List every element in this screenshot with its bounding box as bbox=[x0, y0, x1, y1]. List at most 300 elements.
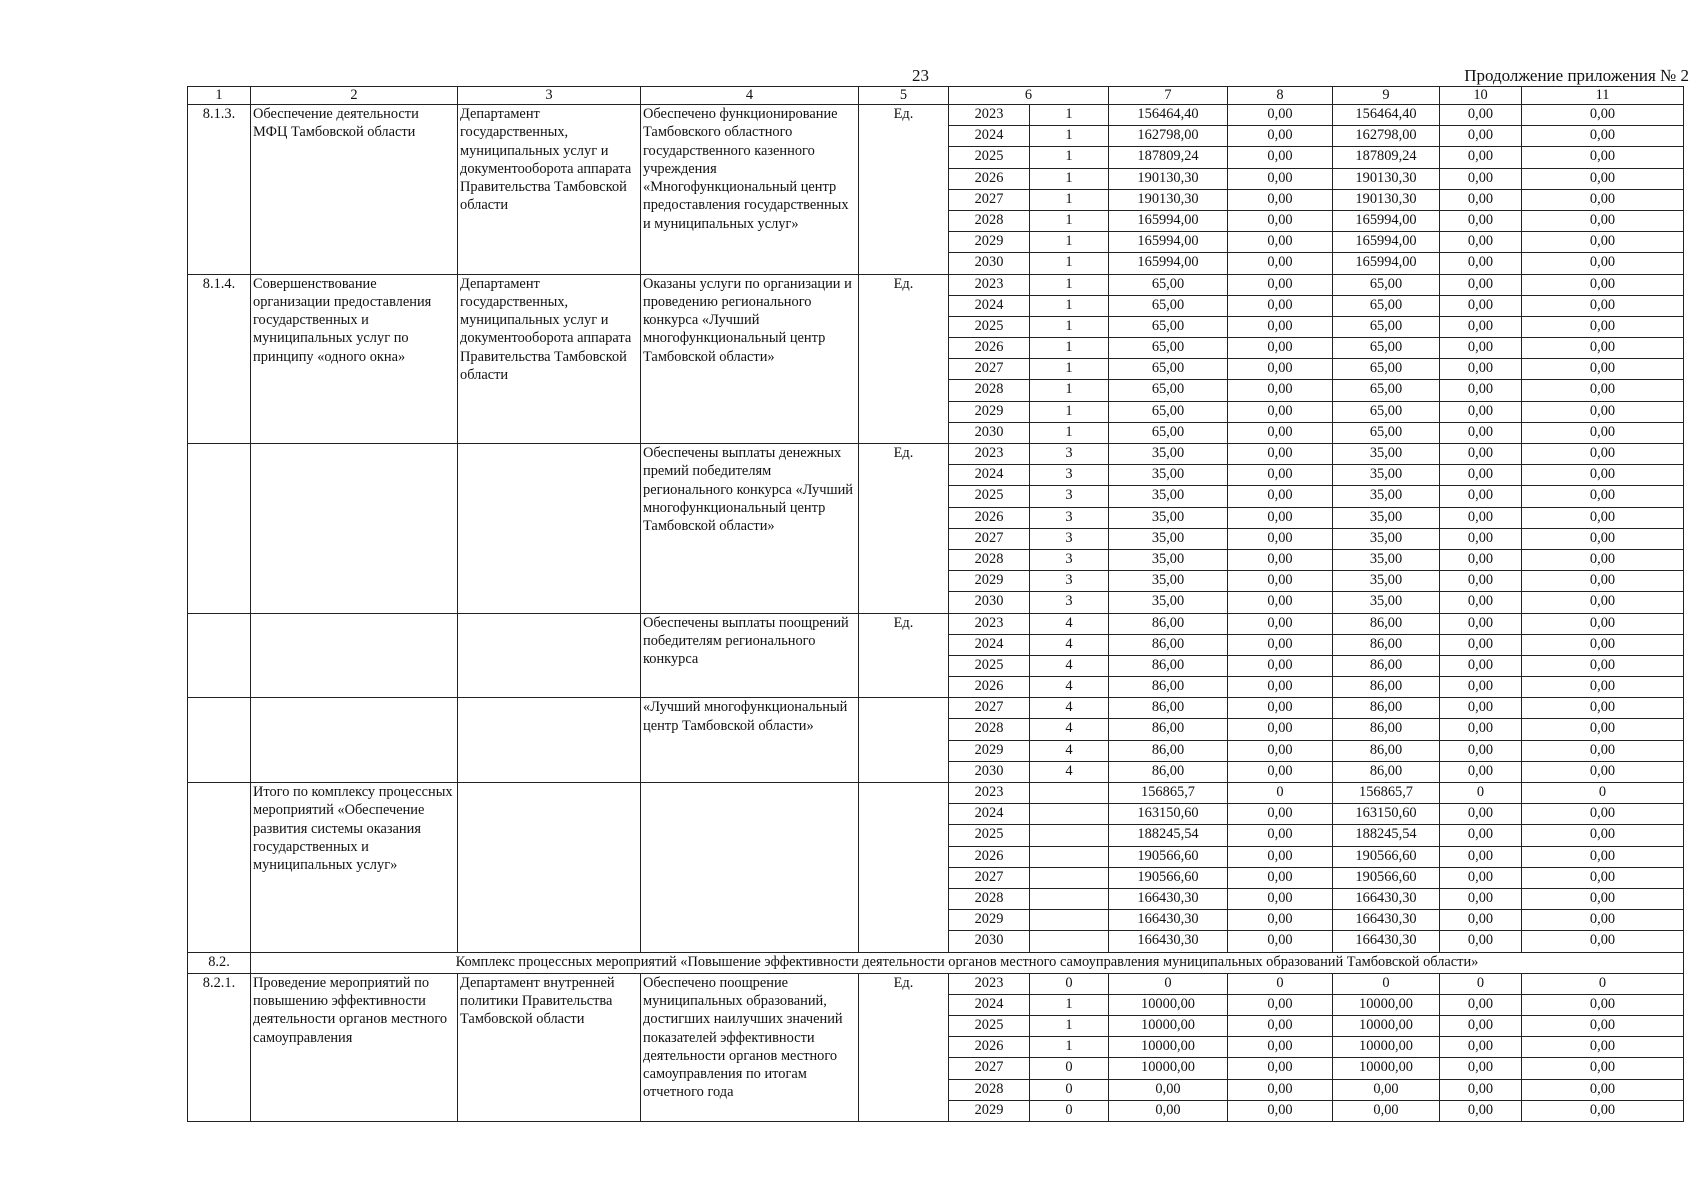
other-cell: 0,00 bbox=[1522, 761, 1684, 782]
empty-cell bbox=[859, 783, 949, 953]
count-cell: 1 bbox=[1030, 316, 1109, 337]
total-cell: 166430,30 bbox=[1109, 931, 1228, 952]
regional-cell: 162798,00 bbox=[1333, 126, 1440, 147]
year-cell: 2028 bbox=[949, 1079, 1030, 1100]
federal-cell: 0,00 bbox=[1228, 825, 1333, 846]
year-cell: 2029 bbox=[949, 740, 1030, 761]
local-cell: 0,00 bbox=[1440, 380, 1522, 401]
local-cell: 0,00 bbox=[1440, 804, 1522, 825]
other-cell: 0,00 bbox=[1522, 740, 1684, 761]
federal-cell: 0,00 bbox=[1228, 253, 1333, 274]
local-cell: 0,00 bbox=[1440, 168, 1522, 189]
count-cell: 0 bbox=[1030, 1079, 1109, 1100]
other-cell: 0,00 bbox=[1522, 1079, 1684, 1100]
count-cell: 1 bbox=[1030, 126, 1109, 147]
regional-cell: 65,00 bbox=[1333, 316, 1440, 337]
total-cell: 65,00 bbox=[1109, 359, 1228, 380]
total-cell: 86,00 bbox=[1109, 634, 1228, 655]
local-cell: 0,00 bbox=[1440, 549, 1522, 570]
regional-cell: 166430,30 bbox=[1333, 888, 1440, 909]
year-cell: 2029 bbox=[949, 232, 1030, 253]
other-cell: 0,00 bbox=[1522, 316, 1684, 337]
local-cell: 0,00 bbox=[1440, 253, 1522, 274]
section-row bbox=[188, 952, 1684, 973]
count-cell: 3 bbox=[1030, 571, 1109, 592]
total-cell: 10000,00 bbox=[1109, 994, 1228, 1015]
total-cell: 86,00 bbox=[1109, 613, 1228, 634]
count-cell: 1 bbox=[1030, 189, 1109, 210]
other-cell: 0,00 bbox=[1522, 931, 1684, 952]
other-cell: 0 bbox=[1522, 973, 1684, 994]
total-cell: 35,00 bbox=[1109, 507, 1228, 528]
total-cell: 188245,54 bbox=[1109, 825, 1228, 846]
section-number: 8.2. bbox=[188, 952, 251, 973]
other-cell: 0,00 bbox=[1522, 719, 1684, 740]
responsible-dept: Департамент государственных, муниципальных услуг и документооборота аппарата Правительства Тамбовской области bbox=[458, 274, 641, 444]
year-cell: 2025 bbox=[949, 1016, 1030, 1037]
federal-cell: 0,00 bbox=[1228, 1037, 1333, 1058]
year-cell: 2026 bbox=[949, 168, 1030, 189]
regional-cell: 165994,00 bbox=[1333, 210, 1440, 231]
total-cell: 10000,00 bbox=[1109, 1016, 1228, 1037]
appendix-caption: Продолжение приложения № 2 bbox=[1464, 66, 1689, 85]
local-cell: 0,00 bbox=[1440, 105, 1522, 126]
year-cell: 2026 bbox=[949, 1037, 1030, 1058]
other-cell: 0,00 bbox=[1522, 1058, 1684, 1079]
total-cell: 35,00 bbox=[1109, 465, 1228, 486]
count-cell: 1 bbox=[1030, 1037, 1109, 1058]
local-cell: 0,00 bbox=[1440, 719, 1522, 740]
expected-result: Обеспечены выплаты денежных премий победителям регионального конкурса «Лучший многофункциональный центр Тамбовской области» bbox=[641, 444, 859, 614]
total-cell: 86,00 bbox=[1109, 655, 1228, 676]
regional-cell: 35,00 bbox=[1333, 465, 1440, 486]
regional-cell: 35,00 bbox=[1333, 592, 1440, 613]
total-label: Итого по комплексу процессных мероприятий «Обеспечение развития системы оказания государственных и муниципальных услуг» bbox=[251, 783, 458, 953]
count-cell: 3 bbox=[1030, 486, 1109, 507]
year-cell: 2023 bbox=[949, 613, 1030, 634]
year-cell: 2023 bbox=[949, 783, 1030, 804]
responsible-dept: Департамент государственных, муниципальных услуг и документооборота аппарата Правительства Тамбовской области bbox=[458, 105, 641, 275]
regional-cell: 0 bbox=[1333, 973, 1440, 994]
local-cell: 0,00 bbox=[1440, 1058, 1522, 1079]
count-cell: 1 bbox=[1030, 1016, 1109, 1037]
local-cell: 0,00 bbox=[1440, 910, 1522, 931]
other-cell: 0,00 bbox=[1522, 210, 1684, 231]
federal-cell: 0,00 bbox=[1228, 465, 1333, 486]
regional-cell: 86,00 bbox=[1333, 613, 1440, 634]
count-cell: 3 bbox=[1030, 549, 1109, 570]
local-cell: 0,00 bbox=[1440, 338, 1522, 359]
local-cell: 0,00 bbox=[1440, 740, 1522, 761]
other-cell: 0,00 bbox=[1522, 804, 1684, 825]
federal-cell: 0,00 bbox=[1228, 1016, 1333, 1037]
local-cell: 0,00 bbox=[1440, 401, 1522, 422]
other-cell: 0,00 bbox=[1522, 401, 1684, 422]
count-cell bbox=[1030, 825, 1109, 846]
federal-cell: 0,00 bbox=[1228, 105, 1333, 126]
federal-cell: 0,00 bbox=[1228, 147, 1333, 168]
other-cell: 0,00 bbox=[1522, 274, 1684, 295]
table-row bbox=[188, 105, 1684, 126]
regional-cell: 156865,7 bbox=[1333, 783, 1440, 804]
other-cell: 0,00 bbox=[1522, 168, 1684, 189]
item-name: Совершенствование организации предоставления государственных и муниципальных услуг по принципу «одного окна» bbox=[251, 274, 458, 444]
empty-cell bbox=[458, 444, 641, 614]
local-cell: 0,00 bbox=[1440, 189, 1522, 210]
regional-cell: 156464,40 bbox=[1333, 105, 1440, 126]
local-cell: 0,00 bbox=[1440, 867, 1522, 888]
other-cell: 0,00 bbox=[1522, 105, 1684, 126]
total-cell: 86,00 bbox=[1109, 719, 1228, 740]
count-cell bbox=[1030, 783, 1109, 804]
count-cell: 0 bbox=[1030, 973, 1109, 994]
count-cell bbox=[1030, 910, 1109, 931]
regional-cell: 190566,60 bbox=[1333, 846, 1440, 867]
year-cell: 2029 bbox=[949, 1100, 1030, 1121]
year-cell: 2030 bbox=[949, 422, 1030, 443]
other-cell: 0,00 bbox=[1522, 867, 1684, 888]
item-number: 8.1.4. bbox=[188, 274, 251, 444]
column-number-row bbox=[188, 87, 1684, 105]
federal-cell: 0,00 bbox=[1228, 210, 1333, 231]
unit-cell: Ед. bbox=[859, 973, 949, 1121]
federal-cell: 0,00 bbox=[1228, 613, 1333, 634]
other-cell: 0,00 bbox=[1522, 592, 1684, 613]
other-cell: 0,00 bbox=[1522, 1016, 1684, 1037]
total-cell: 65,00 bbox=[1109, 380, 1228, 401]
regional-cell: 0,00 bbox=[1333, 1079, 1440, 1100]
regional-cell: 86,00 bbox=[1333, 677, 1440, 698]
count-cell bbox=[1030, 867, 1109, 888]
federal-cell: 0,00 bbox=[1228, 761, 1333, 782]
other-cell: 0,00 bbox=[1522, 634, 1684, 655]
col-header: 2 bbox=[251, 87, 458, 105]
federal-cell: 0,00 bbox=[1228, 316, 1333, 337]
other-cell: 0,00 bbox=[1522, 465, 1684, 486]
total-cell: 162798,00 bbox=[1109, 126, 1228, 147]
col-header: 6 bbox=[949, 87, 1109, 105]
count-cell bbox=[1030, 931, 1109, 952]
count-cell: 4 bbox=[1030, 740, 1109, 761]
regional-cell: 165994,00 bbox=[1333, 253, 1440, 274]
responsible-dept: Департамент внутренней политики Правительства Тамбовской области bbox=[458, 973, 641, 1121]
regional-cell: 86,00 bbox=[1333, 698, 1440, 719]
federal-cell: 0,00 bbox=[1228, 634, 1333, 655]
count-cell: 0 bbox=[1030, 1058, 1109, 1079]
empty-cell bbox=[251, 698, 458, 783]
regional-cell: 65,00 bbox=[1333, 274, 1440, 295]
regional-cell: 65,00 bbox=[1333, 338, 1440, 359]
local-cell: 0 bbox=[1440, 783, 1522, 804]
col-header: 4 bbox=[641, 87, 859, 105]
count-cell: 1 bbox=[1030, 168, 1109, 189]
other-cell: 0,00 bbox=[1522, 507, 1684, 528]
total-cell: 156865,7 bbox=[1109, 783, 1228, 804]
year-cell: 2028 bbox=[949, 210, 1030, 231]
unit-cell: Ед. bbox=[859, 613, 949, 698]
total-cell: 190566,60 bbox=[1109, 846, 1228, 867]
count-cell: 1 bbox=[1030, 359, 1109, 380]
federal-cell: 0,00 bbox=[1228, 740, 1333, 761]
col-header: 7 bbox=[1109, 87, 1228, 105]
local-cell: 0,00 bbox=[1440, 846, 1522, 867]
local-cell: 0,00 bbox=[1440, 634, 1522, 655]
count-cell: 4 bbox=[1030, 698, 1109, 719]
other-cell: 0,00 bbox=[1522, 528, 1684, 549]
expected-result: Обеспечено поощрение муниципальных образований, достигших наилучших значений показателей эффективности деятельности органов местного самоуправления по итогам отчетного года bbox=[641, 973, 859, 1121]
year-cell: 2028 bbox=[949, 719, 1030, 740]
item-name: Обеспечение деятельности МФЦ Тамбовской области bbox=[251, 105, 458, 275]
year-cell: 2029 bbox=[949, 910, 1030, 931]
regional-cell: 35,00 bbox=[1333, 486, 1440, 507]
other-cell: 0,00 bbox=[1522, 147, 1684, 168]
federal-cell: 0,00 bbox=[1228, 189, 1333, 210]
col-header: 10 bbox=[1440, 87, 1522, 105]
count-cell: 1 bbox=[1030, 422, 1109, 443]
federal-cell: 0,00 bbox=[1228, 168, 1333, 189]
year-cell: 2027 bbox=[949, 698, 1030, 719]
total-cell: 86,00 bbox=[1109, 698, 1228, 719]
expected-result: Оказаны услуги по организации и проведению регионального конкурса «Лучший многофункциональный центр Тамбовской области» bbox=[641, 274, 859, 444]
empty-cell bbox=[188, 613, 251, 698]
total-cell: 10000,00 bbox=[1109, 1058, 1228, 1079]
count-cell: 1 bbox=[1030, 295, 1109, 316]
local-cell: 0,00 bbox=[1440, 486, 1522, 507]
federal-cell: 0,00 bbox=[1228, 698, 1333, 719]
year-cell: 2024 bbox=[949, 804, 1030, 825]
total-cell: 190130,30 bbox=[1109, 168, 1228, 189]
empty-cell bbox=[251, 613, 458, 698]
regional-cell: 35,00 bbox=[1333, 528, 1440, 549]
year-cell: 2030 bbox=[949, 761, 1030, 782]
local-cell: 0 bbox=[1440, 973, 1522, 994]
total-cell: 65,00 bbox=[1109, 274, 1228, 295]
federal-cell: 0,00 bbox=[1228, 1100, 1333, 1121]
count-cell bbox=[1030, 888, 1109, 909]
table-row bbox=[188, 444, 1684, 465]
federal-cell: 0,00 bbox=[1228, 359, 1333, 380]
local-cell: 0,00 bbox=[1440, 1100, 1522, 1121]
total-cell: 0,00 bbox=[1109, 1079, 1228, 1100]
local-cell: 0,00 bbox=[1440, 210, 1522, 231]
federal-cell: 0 bbox=[1228, 783, 1333, 804]
year-cell: 2026 bbox=[949, 338, 1030, 359]
table-row bbox=[188, 274, 1684, 295]
count-cell: 1 bbox=[1030, 105, 1109, 126]
federal-cell: 0,00 bbox=[1228, 232, 1333, 253]
year-cell: 2023 bbox=[949, 105, 1030, 126]
year-cell: 2027 bbox=[949, 528, 1030, 549]
other-cell: 0,00 bbox=[1522, 422, 1684, 443]
total-cell: 165994,00 bbox=[1109, 210, 1228, 231]
other-cell: 0,00 bbox=[1522, 1100, 1684, 1121]
empty-cell bbox=[458, 613, 641, 698]
item-number: 8.2.1. bbox=[188, 973, 251, 1121]
count-cell: 4 bbox=[1030, 655, 1109, 676]
other-cell: 0,00 bbox=[1522, 444, 1684, 465]
year-cell: 2026 bbox=[949, 507, 1030, 528]
local-cell: 0,00 bbox=[1440, 888, 1522, 909]
count-cell: 4 bbox=[1030, 613, 1109, 634]
year-cell: 2027 bbox=[949, 867, 1030, 888]
count-cell: 3 bbox=[1030, 528, 1109, 549]
total-cell: 65,00 bbox=[1109, 338, 1228, 359]
year-cell: 2023 bbox=[949, 274, 1030, 295]
regional-cell: 65,00 bbox=[1333, 295, 1440, 316]
regional-cell: 166430,30 bbox=[1333, 931, 1440, 952]
empty-cell bbox=[188, 698, 251, 783]
unit-cell: Ед. bbox=[859, 444, 949, 614]
other-cell: 0,00 bbox=[1522, 888, 1684, 909]
count-cell: 1 bbox=[1030, 338, 1109, 359]
federal-cell: 0,00 bbox=[1228, 444, 1333, 465]
total-cell: 163150,60 bbox=[1109, 804, 1228, 825]
local-cell: 0,00 bbox=[1440, 1037, 1522, 1058]
page-number: 23 bbox=[912, 66, 929, 85]
other-cell: 0,00 bbox=[1522, 994, 1684, 1015]
item-number: 8.1.3. bbox=[188, 105, 251, 275]
total-cell: 166430,30 bbox=[1109, 888, 1228, 909]
year-cell: 2027 bbox=[949, 359, 1030, 380]
total-cell: 86,00 bbox=[1109, 677, 1228, 698]
count-cell: 3 bbox=[1030, 507, 1109, 528]
total-cell: 65,00 bbox=[1109, 316, 1228, 337]
empty-cell bbox=[859, 698, 949, 783]
col-header: 3 bbox=[458, 87, 641, 105]
count-cell: 1 bbox=[1030, 210, 1109, 231]
regional-cell: 187809,24 bbox=[1333, 147, 1440, 168]
year-cell: 2030 bbox=[949, 931, 1030, 952]
total-cell: 156464,40 bbox=[1109, 105, 1228, 126]
federal-cell: 0,00 bbox=[1228, 655, 1333, 676]
count-cell: 4 bbox=[1030, 634, 1109, 655]
other-cell: 0,00 bbox=[1522, 486, 1684, 507]
federal-cell: 0,00 bbox=[1228, 867, 1333, 888]
count-cell: 0 bbox=[1030, 1100, 1109, 1121]
total-cell: 35,00 bbox=[1109, 571, 1228, 592]
federal-cell: 0,00 bbox=[1228, 507, 1333, 528]
count-cell: 1 bbox=[1030, 380, 1109, 401]
year-cell: 2025 bbox=[949, 486, 1030, 507]
total-cell: 0 bbox=[1109, 973, 1228, 994]
count-cell: 1 bbox=[1030, 232, 1109, 253]
count-cell: 1 bbox=[1030, 147, 1109, 168]
federal-cell: 0,00 bbox=[1228, 1058, 1333, 1079]
total-cell: 65,00 bbox=[1109, 295, 1228, 316]
local-cell: 0,00 bbox=[1440, 825, 1522, 846]
local-cell: 0,00 bbox=[1440, 422, 1522, 443]
federal-cell: 0,00 bbox=[1228, 571, 1333, 592]
total-cell: 65,00 bbox=[1109, 401, 1228, 422]
federal-cell: 0 bbox=[1228, 973, 1333, 994]
year-cell: 2024 bbox=[949, 295, 1030, 316]
local-cell: 0,00 bbox=[1440, 1079, 1522, 1100]
empty-cell bbox=[458, 698, 641, 783]
federal-cell: 0,00 bbox=[1228, 422, 1333, 443]
local-cell: 0,00 bbox=[1440, 698, 1522, 719]
local-cell: 0,00 bbox=[1440, 571, 1522, 592]
regional-cell: 65,00 bbox=[1333, 380, 1440, 401]
count-cell: 1 bbox=[1030, 253, 1109, 274]
local-cell: 0,00 bbox=[1440, 1016, 1522, 1037]
regional-cell: 65,00 bbox=[1333, 359, 1440, 380]
empty-cell bbox=[458, 783, 641, 953]
regional-cell: 190566,60 bbox=[1333, 867, 1440, 888]
regional-cell: 65,00 bbox=[1333, 401, 1440, 422]
federal-cell: 0,00 bbox=[1228, 804, 1333, 825]
local-cell: 0,00 bbox=[1440, 147, 1522, 168]
table-row bbox=[188, 973, 1684, 994]
other-cell: 0,00 bbox=[1522, 846, 1684, 867]
total-cell: 35,00 bbox=[1109, 528, 1228, 549]
regional-cell: 190130,30 bbox=[1333, 168, 1440, 189]
federal-cell: 0,00 bbox=[1228, 910, 1333, 931]
count-cell: 1 bbox=[1030, 274, 1109, 295]
total-cell: 86,00 bbox=[1109, 761, 1228, 782]
other-cell: 0,00 bbox=[1522, 295, 1684, 316]
year-cell: 2030 bbox=[949, 592, 1030, 613]
other-cell: 0,00 bbox=[1522, 613, 1684, 634]
federal-cell: 0,00 bbox=[1228, 274, 1333, 295]
local-cell: 0,00 bbox=[1440, 126, 1522, 147]
other-cell: 0,00 bbox=[1522, 549, 1684, 570]
total-cell: 35,00 bbox=[1109, 549, 1228, 570]
local-cell: 0,00 bbox=[1440, 655, 1522, 676]
regional-cell: 86,00 bbox=[1333, 655, 1440, 676]
count-cell: 1 bbox=[1030, 401, 1109, 422]
year-cell: 2028 bbox=[949, 380, 1030, 401]
other-cell: 0 bbox=[1522, 783, 1684, 804]
regional-cell: 10000,00 bbox=[1333, 1016, 1440, 1037]
expected-result: Обеспечено функционирование Тамбовского областного государственного казенного учреждения «Многофункциональный центр предоставления государственных и муниципальных услуг» bbox=[641, 105, 859, 275]
col-header: 9 bbox=[1333, 87, 1440, 105]
year-cell: 2024 bbox=[949, 634, 1030, 655]
count-cell: 4 bbox=[1030, 761, 1109, 782]
year-cell: 2025 bbox=[949, 316, 1030, 337]
federal-cell: 0,00 bbox=[1228, 846, 1333, 867]
regional-cell: 10000,00 bbox=[1333, 994, 1440, 1015]
total-cell: 165994,00 bbox=[1109, 253, 1228, 274]
expected-result: «Лучший многофункциональный центр Тамбовской области» bbox=[641, 698, 859, 783]
regional-cell: 0,00 bbox=[1333, 1100, 1440, 1121]
year-cell: 2024 bbox=[949, 126, 1030, 147]
local-cell: 0,00 bbox=[1440, 507, 1522, 528]
total-cell: 86,00 bbox=[1109, 740, 1228, 761]
year-cell: 2024 bbox=[949, 465, 1030, 486]
local-cell: 0,00 bbox=[1440, 931, 1522, 952]
year-cell: 2026 bbox=[949, 846, 1030, 867]
regional-cell: 86,00 bbox=[1333, 634, 1440, 655]
count-cell: 3 bbox=[1030, 444, 1109, 465]
local-cell: 0,00 bbox=[1440, 274, 1522, 295]
unit-cell: Ед. bbox=[859, 274, 949, 444]
regional-cell: 10000,00 bbox=[1333, 1058, 1440, 1079]
other-cell: 0,00 bbox=[1522, 232, 1684, 253]
other-cell: 0,00 bbox=[1522, 571, 1684, 592]
year-cell: 2030 bbox=[949, 253, 1030, 274]
count-cell bbox=[1030, 804, 1109, 825]
total-cell: 190566,60 bbox=[1109, 867, 1228, 888]
measures-table bbox=[187, 86, 1684, 1122]
count-cell: 3 bbox=[1030, 465, 1109, 486]
local-cell: 0,00 bbox=[1440, 761, 1522, 782]
federal-cell: 0,00 bbox=[1228, 888, 1333, 909]
total-cell: 35,00 bbox=[1109, 444, 1228, 465]
local-cell: 0,00 bbox=[1440, 994, 1522, 1015]
table-row bbox=[188, 698, 1684, 719]
federal-cell: 0,00 bbox=[1228, 592, 1333, 613]
total-cell: 187809,24 bbox=[1109, 147, 1228, 168]
